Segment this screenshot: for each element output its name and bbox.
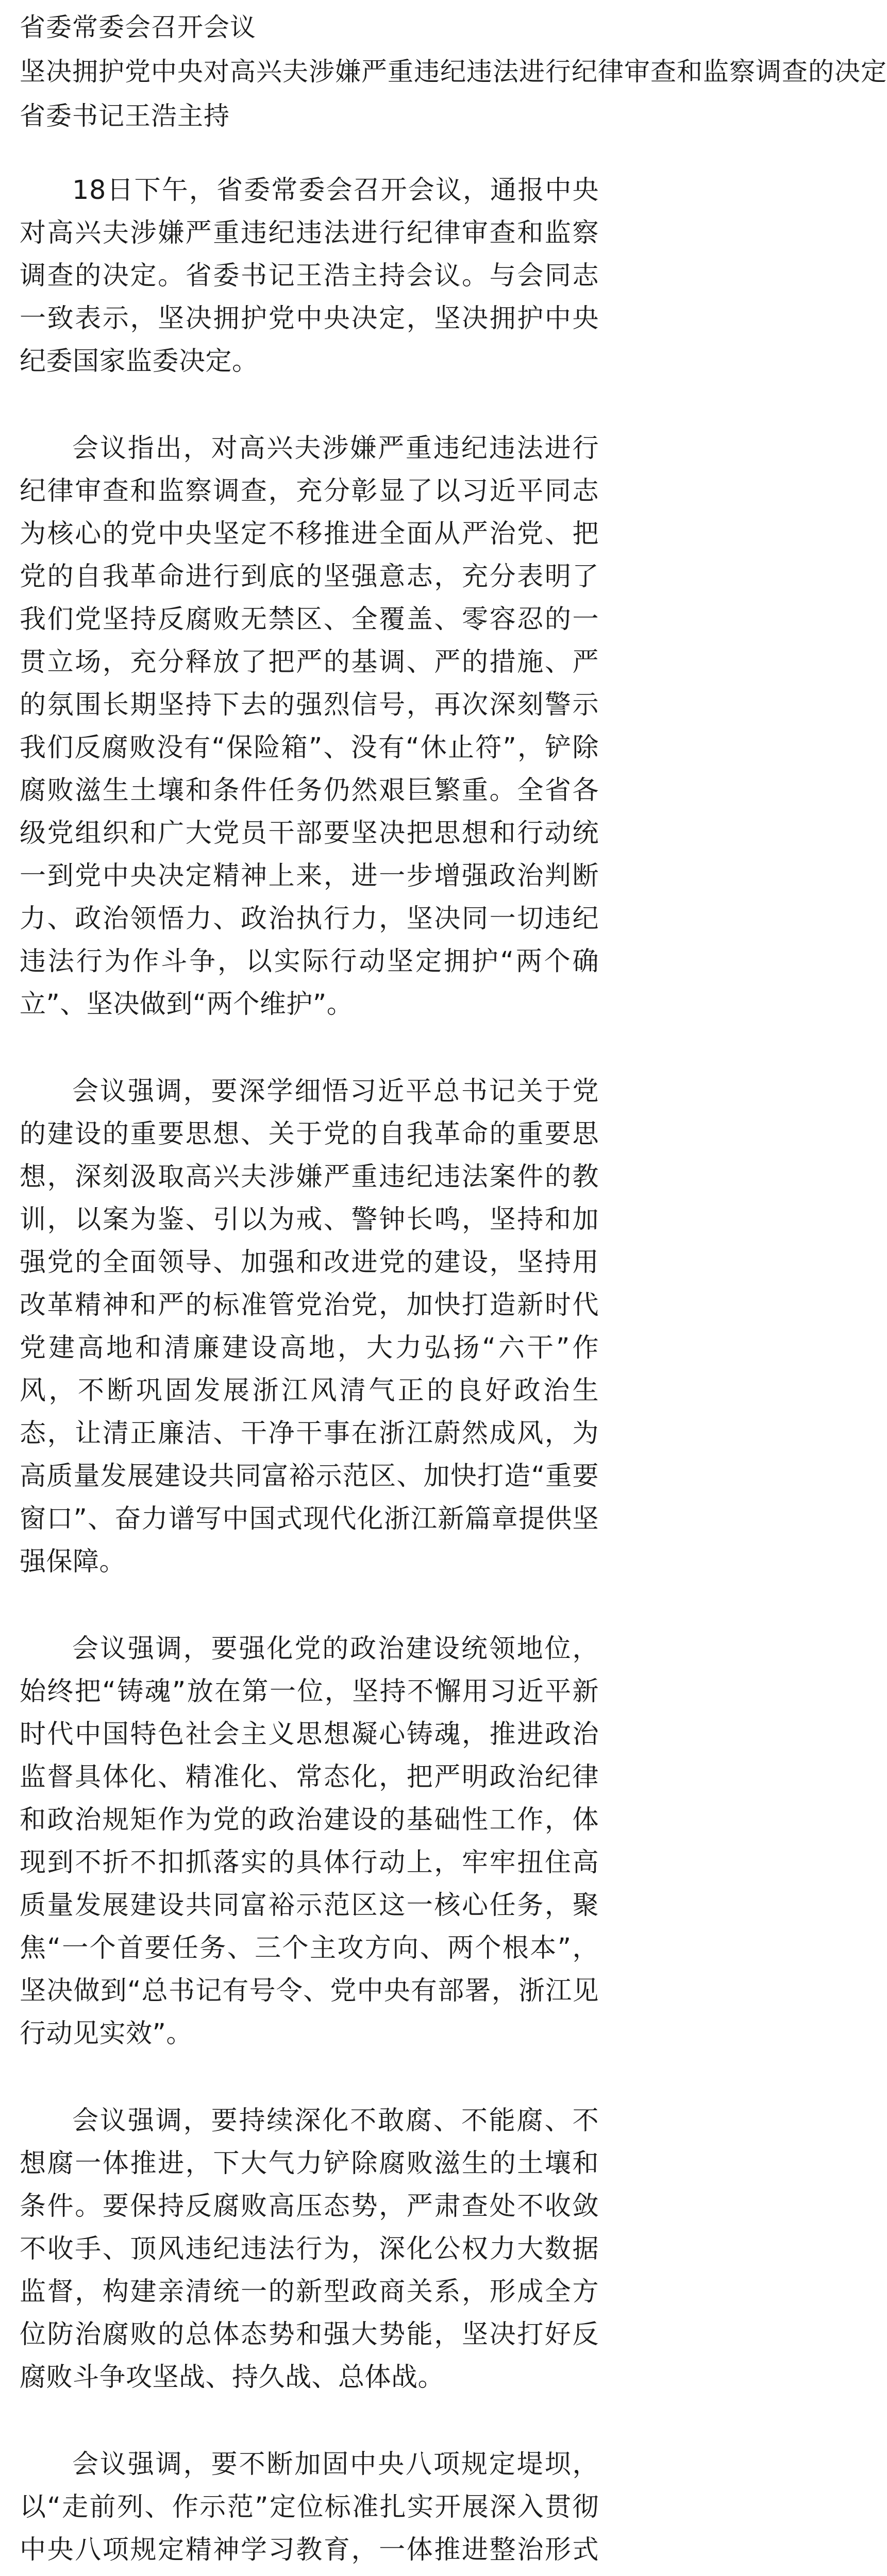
headline: 省委常委会召开会议	[20, 12, 256, 42]
paragraph: 18日下午，省委常委会召开会议，通报中央对高兴夫涉嫌严重违纪违法进行纪律审查和监察调查的决定。省委书记王浩主持会议。与会同志一致表示，坚决拥护党中央决定，坚决拥护中央纪委国家监委决定。	[20, 175, 599, 377]
presider-line: 省委书记王浩主持	[20, 101, 230, 131]
paragraph: 会议指出，对高兴夫涉嫌严重违纪违法进行纪律审查和监察调查，充分彰显了以习近平同志为核心的党中央坚定不移推进全面从严治党、把党的自我革命进行到底的坚强意志，充分表明了我们党坚持反腐败无禁区、全覆盖、零容忍的一贯立场，充分释放了把严的基调、严的措施、严的氛围长期坚持下去的强烈信号，再次深刻警示我们反腐败没有“保险箱”、没有“休止符”，铲除腐败滋生土壤和条件任务仍然艰巨繁重。全省各级党组织和广大党员干部要坚决把思想和行动统一到党中央决定精神上来，进一步增强政治判断力、政治领悟力、政治执行力，坚决同一切违纪违法行为作斗争，以实际行动坚定拥护“两个确立”、坚决做到“两个维护”。	[20, 433, 599, 1020]
article-body	[20, 169, 599, 2576]
paragraph: 会议强调，要深学细悟习近平总书记关于党的建设的重要思想、关于党的自我革命的重要思想，深刻汲取高兴夫涉嫌严重违纪违法案件的教训，以案为鉴、引以为戒、警钟长鸣，坚持和加强党的全面领导、加强和改进党的建设，坚持用改革精神和严的标准管党治党，加快打造新时代党建高地和清廉建设高地，大力弘扬“六干”作风，不断巩固发展浙江风清气正的良好政治生态，让清正廉洁、干净干事在浙江蔚然成风，为高质量发展建设共同富裕示范区、加快打造“重要窗口”、奋力谱写中国式现代化浙江新篇章提供坚强保障。	[20, 1076, 599, 1577]
paragraph: 会议强调，要持续深化不敢腐、不能腐、不想腐一体推进，下大气力铲除腐败滋生的土壤和条件。要保持反腐败高压态势，严肃查处不收敛不收手、顶风违纪违法行为，深化公权力大数据监督，构建亲清统一的新型政商关系，形成全方位防治腐败的总体态势和强大势能，坚决打好反腐败斗争攻坚战、持久战、总体战。	[20, 2106, 599, 2393]
article-header	[20, 5, 887, 138]
paragraph: 会议强调，要不断加固中央八项规定堤坝，以“走前列、作示范”定位标准扎实开展深入贯彻中央八项规定精神学习教育，一体推进整治形式	[20, 2449, 599, 2565]
subheadline: 坚决拥护党中央对高兴夫涉嫌严重违纪违法进行纪律审查和监察调查的决定	[20, 57, 887, 87]
paragraph: 会议强调，要强化党的政治建设统领地位，始终把“铸魂”放在第一位，坚持不懈用习近平新时代中国特色社会主义思想凝心铸魂，推进政治监督具体化、精准化、常态化，把严明政治纪律和政治规矩作为党的政治建设的基础性工作，体现到不折不扣抓落实的具体行动上，牢牢扭住高质量发展建设共同富裕示范区这一核心任务，聚焦“一个首要任务、三个主攻方向、两个根本”，坚决做到“总书记有号令、党中央有部署，浙江见行动见实效”。	[20, 1634, 599, 2049]
